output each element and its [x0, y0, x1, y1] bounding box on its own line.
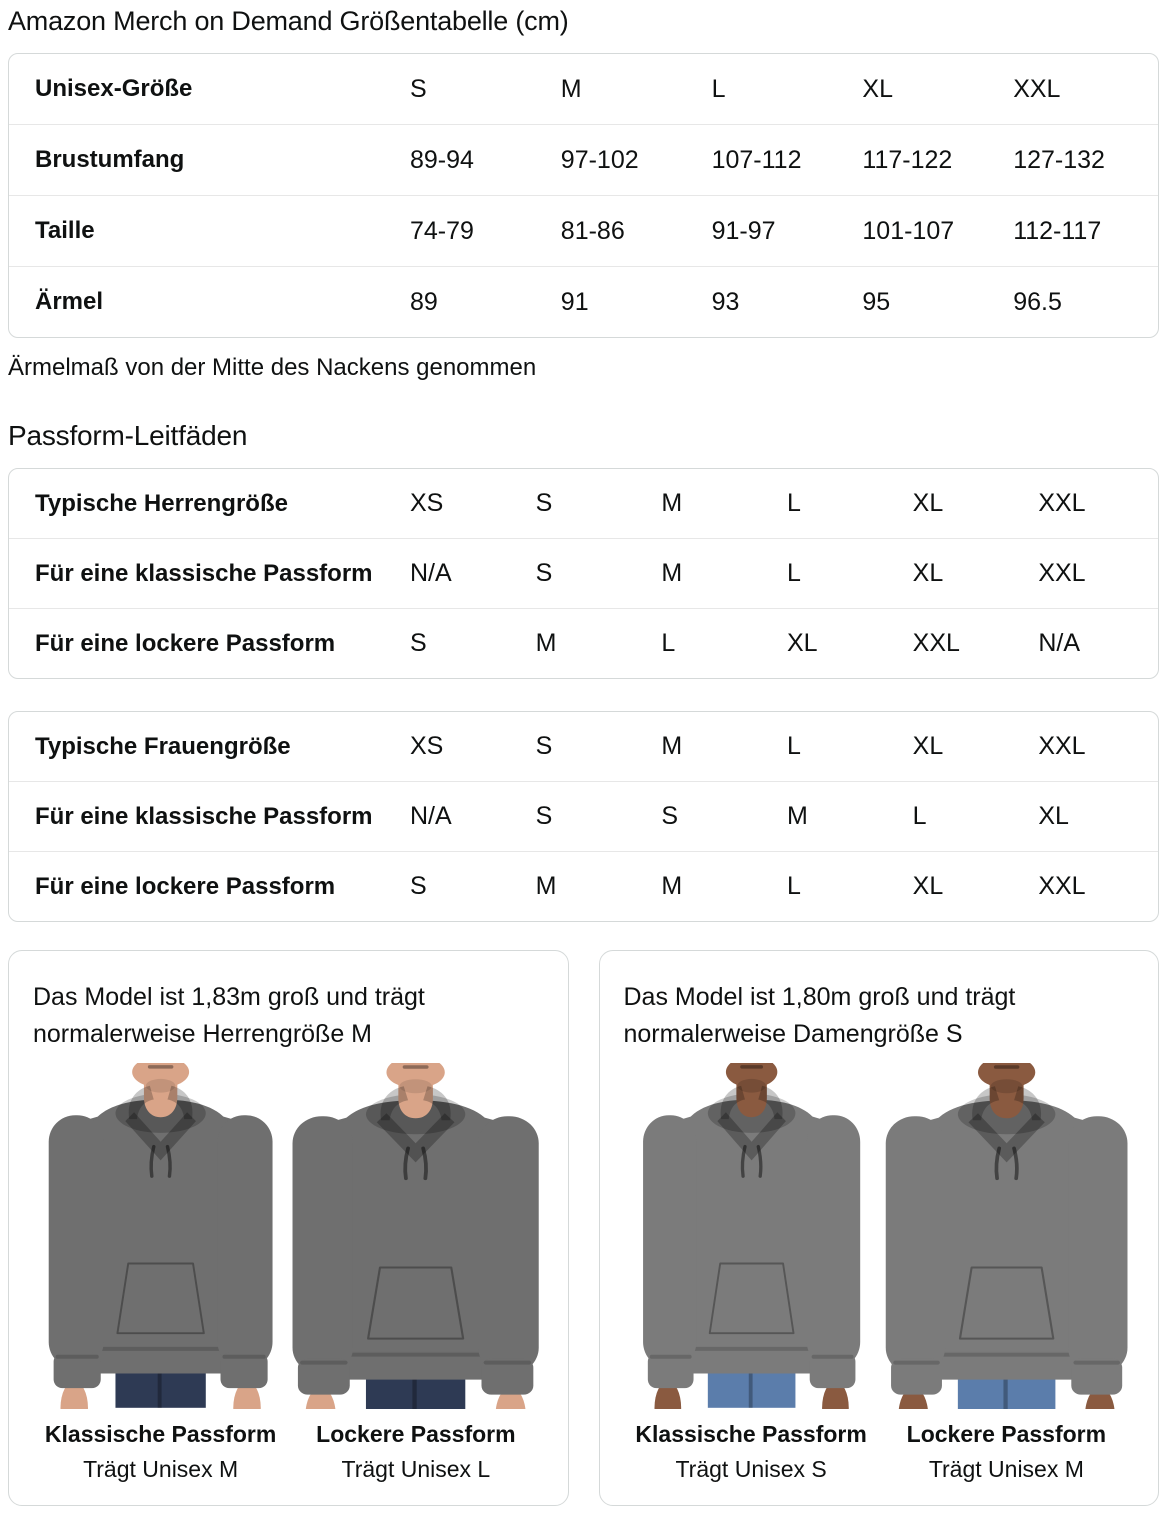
waist-row — [9, 195, 1158, 266]
chest-cell: 89-94 — [410, 145, 474, 174]
fit-cell: XXL — [912, 629, 960, 657]
fit-row-label: Für eine klassische Passform — [35, 559, 373, 587]
chest-row — [9, 124, 1158, 195]
sleeve-cell: 93 — [711, 287, 740, 316]
fit-cell: L — [786, 872, 801, 900]
size-cell: XXL — [1013, 74, 1061, 103]
sleeve-measure-note: Ärmelmaß von der Mitte des Nackens genommen — [8, 354, 537, 381]
fit-cell: S — [535, 559, 553, 587]
size-cell: S — [410, 74, 427, 103]
female-model-loose-photo — [879, 1063, 1134, 1409]
fit-cell: M — [661, 732, 683, 760]
fit-label: Lockere Passform — [906, 1421, 1107, 1447]
fit-cell: N/A — [410, 559, 452, 587]
model-description: Das Model ist 1,83m groß und trägt normalerweise Herrengröße M — [33, 983, 425, 1048]
womens-model-card — [599, 950, 1160, 1506]
fit-row-label: Typische Herrengröße — [35, 489, 288, 517]
fit-cell: L — [912, 802, 927, 830]
sleeve-cell: 95 — [862, 287, 891, 316]
sleeve-row-label: Ärmel — [35, 288, 104, 315]
fit-cell: L — [786, 732, 801, 760]
fit-cell: L — [661, 629, 676, 657]
size-row-label: Unisex-Größe — [35, 75, 193, 102]
fit-cell: M — [661, 489, 683, 517]
mens-typical-row — [9, 469, 1158, 538]
loose-fit-figure — [288, 1063, 543, 1483]
fit-cell: M — [535, 872, 557, 900]
fit-row-label: Für eine lockere Passform — [35, 872, 336, 900]
fit-cell: S — [410, 629, 427, 657]
fit-cell: XXL — [1038, 489, 1086, 517]
fit-cell: XS — [410, 489, 444, 517]
fit-cell: XXL — [1038, 872, 1086, 900]
loose-fit-figure — [879, 1063, 1134, 1483]
chest-cell: 127-132 — [1013, 145, 1105, 174]
chest-cell: 107-112 — [711, 145, 802, 174]
model-figures — [33, 1063, 544, 1483]
fit-cell: N/A — [410, 802, 452, 830]
wears-label: Trägt Unisex L — [341, 1456, 491, 1482]
fit-row-label: Für eine lockere Passform — [35, 629, 336, 657]
male-model-classic-photo — [33, 1063, 288, 1409]
fit-cell: XL — [912, 559, 944, 587]
sleeve-cell: 89 — [410, 287, 438, 316]
size-table-header-row — [9, 54, 1158, 124]
wears-label: Trägt Unisex M — [83, 1456, 239, 1482]
waist-cell: 101-107 — [862, 216, 955, 245]
fit-cell: L — [786, 559, 801, 587]
size-cell: L — [711, 74, 726, 103]
fit-cell: XL — [1038, 802, 1069, 830]
wears-label: Trägt Unisex S — [675, 1456, 827, 1482]
waist-row-label: Taille — [35, 217, 95, 244]
fit-cell: L — [786, 489, 801, 517]
waist-cell: 81-86 — [560, 216, 625, 245]
fit-cell: M — [535, 629, 557, 657]
fit-cell: XL — [912, 489, 944, 517]
waist-cell: 112-117 — [1013, 216, 1102, 245]
fit-label: Lockere Passform — [316, 1421, 516, 1447]
chest-cell: 117-122 — [862, 145, 953, 174]
fit-label: Klassische Passform — [635, 1421, 867, 1447]
fit-cell: XL — [912, 732, 944, 760]
fit-label: Klassische Passform — [44, 1421, 277, 1447]
model-description: Das Model ist 1,80m groß und trägt normalerweise Damengröße S — [623, 983, 1016, 1048]
model-cards — [8, 950, 1159, 1506]
fit-cell: N/A — [1038, 629, 1081, 657]
chest-row-label: Brustumfang — [35, 146, 185, 173]
fit-cell: M — [661, 872, 683, 900]
fit-cell: XXL — [1038, 559, 1086, 587]
fit-cell: S — [661, 802, 679, 830]
classic-fit-figure — [624, 1063, 879, 1483]
mens-classic-row — [9, 538, 1158, 608]
fit-cell: M — [661, 559, 683, 587]
womens-typical-row — [9, 712, 1158, 781]
mens-fit-table — [8, 468, 1159, 679]
fit-cell: S — [535, 732, 553, 760]
womens-fit-table — [8, 711, 1159, 922]
womens-loose-row — [9, 851, 1158, 921]
wears-label: Trägt Unisex M — [928, 1456, 1084, 1482]
fit-cell: S — [410, 872, 427, 900]
fit-cell: XXL — [1038, 732, 1086, 760]
fit-row-label: Typische Frauengröße — [35, 732, 291, 760]
mens-loose-row — [9, 608, 1158, 678]
womens-classic-row — [9, 781, 1158, 851]
mens-model-card — [8, 950, 569, 1506]
size-table — [8, 53, 1159, 338]
fit-guides-heading: Passform-Leitfäden — [8, 420, 248, 451]
male-model-loose-photo — [288, 1063, 543, 1409]
fit-cell: M — [786, 802, 808, 830]
size-cell: XL — [862, 74, 893, 103]
sleeve-row — [9, 266, 1158, 337]
chest-cell: 97-102 — [560, 145, 639, 174]
fit-cell: XS — [410, 732, 444, 760]
model-figures — [624, 1063, 1135, 1483]
sleeve-cell: 91 — [560, 287, 589, 316]
sleeve-cell: 96.5 — [1013, 287, 1062, 316]
fit-row-label: Für eine klassische Passform — [35, 802, 373, 830]
page-title: Amazon Merch on Demand Größentabelle (cm) — [8, 6, 569, 36]
female-model-classic-photo — [624, 1063, 879, 1409]
waist-cell: 74-79 — [410, 216, 474, 245]
fit-cell: S — [535, 802, 553, 830]
waist-cell: 91-97 — [711, 216, 776, 245]
classic-fit-figure — [33, 1063, 288, 1483]
fit-cell: XL — [912, 872, 944, 900]
size-cell: M — [560, 74, 582, 103]
fit-cell: S — [535, 489, 553, 517]
fit-cell: XL — [786, 629, 818, 657]
